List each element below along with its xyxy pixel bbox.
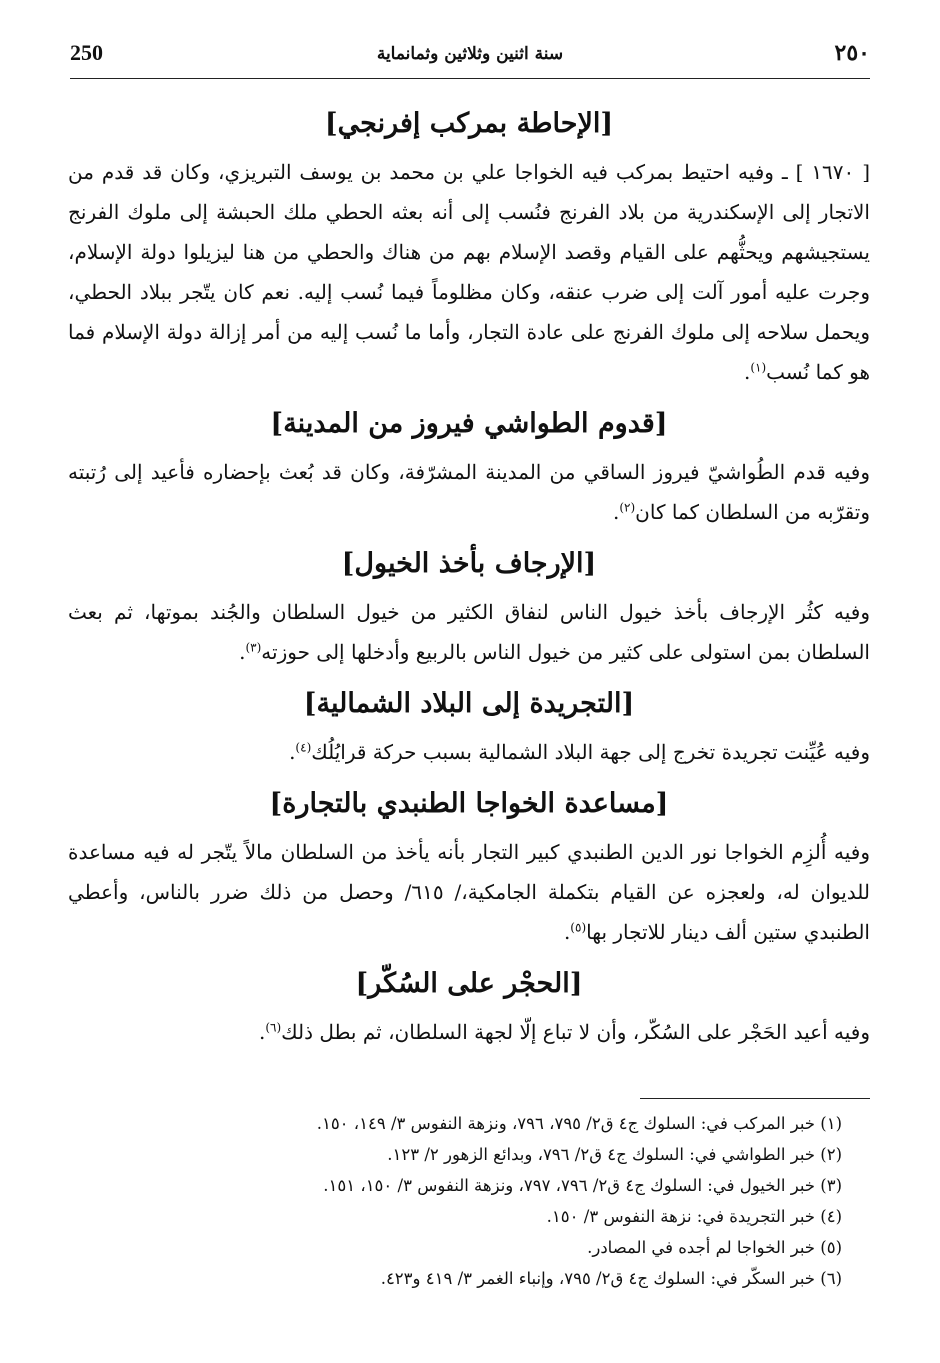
footnote-item: (٣) خبر الخيول في: السلوك ج٤ ق٢/ ٧٩٦، ٧٩٧، ونزهة النفوس ٣/ ١٥٠، ١٥١. xyxy=(323,1176,842,1195)
section-title: [مساعدة الخواجا الطنبدي بالتجارة] xyxy=(269,788,669,819)
footnote-ref: (١) xyxy=(750,360,767,375)
footnote-divider xyxy=(640,1098,870,1099)
footnote-item: (١) خبر المركب في: السلوك ج٤ ق٢/ ٧٩٥، ٧٩٦، ونزهة النفوس ٣/ ١٤٩، ١٥٠. xyxy=(316,1114,842,1133)
page-number-arabic: ٢٥٠ xyxy=(834,40,870,66)
footnote-item: (٦) خبر السكّر في: السلوك ج٤ ق٢/ ٧٩٥، وإنباء الغمر ٣/ ٤١٩ و٤٢٣. xyxy=(380,1269,842,1288)
paragraph-text: [ ١٦٧٠ ] ـ وفيه احتيط بمركب فيه الخواجا علي بن محمد بن يوسف التبريزي، وكان قد قدم من الاتجار إلى الإسكندرية من بلاد الفرنج فنُسب إلى أنه بعثه الحطي ملك الحبشة إلى ملوك الفرنج يستجيشهم ويحثُّهم على القيام وقصد الإسلام بهم من هناك والحطي من هنا ليزيلوا دولة الإسلام، وجرت عليه أمور آلت إلى ضرب عنقه، وكان مظلوماً فيما نُسب إليه. نعم كان يتّجر ببلاد الحطي، ويحمل سلاحه إلى ملوك الفرنج على عادة التجار، وأما ما نُسب إليه من أمر إزالة دولة الإسلام فما هو كما نُسب xyxy=(68,160,870,384)
section-title: [الإرجاف بأخذ الخيول] xyxy=(341,548,597,579)
paragraph-text: وفيه كثُر الإرجاف بأخذ خيول الناس لنفاق الكثير من خيول السلطان والجُند بموتها، ثم بعث السلطان بمن استولى على كثير من خيول الناس بالربيع وأدخلها إلى حوزته xyxy=(68,600,870,664)
section-paragraph: وفيه عُيِّنت تجريدة تخرج إلى جهة البلاد الشمالية بسبب حركة قرايُلُك$^{(٤)}$. xyxy=(289,740,870,764)
page-number-latin: 250 xyxy=(70,40,103,65)
section-paragraph: وفيه أعيد الحَجْر على السُكّر، وأن لا تباع إلّا لجهة السلطان، ثم بطل ذلك$^{(٦)}$. xyxy=(258,1020,870,1044)
section-title: [الإحاطة بمركب إفرنجي] xyxy=(324,108,614,139)
footnote-ref: (٢) xyxy=(619,500,636,515)
footnote-ref: (٣) xyxy=(245,640,262,655)
main-text xyxy=(68,96,870,1056)
section-paragraph: وفيه كثُر الإرجاف بأخذ خيول الناس لنفاق الكثير من خيول السلطان والجُند بموتها، ثم بعث السلطان بمن استولى على كثير من خيول الناس بالربيع وأدخلها إلى حوزته$^{(٣)}$. xyxy=(68,600,870,664)
running-header xyxy=(70,38,870,79)
paragraph-text: وفيه أعيد الحَجْر على السُكّر، وأن لا تباع إلّا لجهة السلطان، ثم بطل ذلك xyxy=(281,1020,870,1044)
footnote-ref: (٦) xyxy=(265,1020,282,1035)
footnotes xyxy=(70,1108,842,1294)
footnote-ref: (٤) xyxy=(295,740,312,755)
section-paragraph: وفيه قدم الطُواشيّ فيروز الساقي من المدينة المشرّفة، وكان قد بُعث بإحضاره فأعيد إلى رُتبته وتقرّبه من السلطان كما كان$^{(٢)}$. xyxy=(68,460,870,524)
section-paragraph: وفيه أُلزِم الخواجا نور الدين الطنبدي كبير التجار بأنه يأخذ من السلطان مالاً يتّجر له فيه مساعدة للديوان له، ولعجزه عن القيام بتكملة الجامكية،/ ٦١٥/ وحصل من ذلك ضرر بالناس، وأعطي الطنبدي ستين ألف دينار للاتجار بها$^{(٥)}$. xyxy=(68,840,870,944)
paragraph-text: وفيه أُلزِم الخواجا نور الدين الطنبدي كبير التجار بأنه يأخذ من السلطان مالاً يتّجر له فيه مساعدة للديوان له، ولعجزه عن القيام بتكملة الجامكية،/ ٦١٥/ وحصل من ذلك ضرر بالناس، وأعطي الطنبدي ستين ألف دينار للاتجار بها xyxy=(68,840,870,944)
footnote-ref: (٥) xyxy=(570,920,587,935)
section-title: [الحجْر على السُكّر] xyxy=(355,968,583,999)
running-title: سنة اثنين وثلاثين وثمانماية xyxy=(376,44,564,64)
footnote-item: (٥) خبر الخواجا لم أجده في المصادر. xyxy=(587,1238,842,1257)
paragraph-text: وفيه عُيِّنت تجريدة تخرج إلى جهة البلاد الشمالية بسبب حركة قرايُلُك xyxy=(311,740,870,764)
paragraph-text: وفيه قدم الطُواشيّ فيروز الساقي من المدينة المشرّفة، وكان قد بُعث بإحضاره فأعيد إلى رُتبته وتقرّبه من السلطان كما كان xyxy=(68,460,870,524)
section-paragraph: [ ١٦٧٠ ] ـ وفيه احتيط بمركب فيه الخواجا علي بن محمد بن يوسف التبريزي، وكان قد قدم من الاتجار إلى الإسكندرية من بلاد الفرنج فنُسب إلى أنه بعثه الحطي ملك الحبشة إلى ملوك الفرنج يستجيشهم ويحثُّهم على القيام وقصد الإسلام بهم من هناك والحطي من هنا ليزيلوا دولة الإسلام، وجرت عليه أمور آلت إلى ضرب عنقه، وكان مظلوماً فيما نُسب إليه. نعم كان يتّجر ببلاد الحطي، ويحمل سلاحه إلى ملوك الفرنج على عادة التجار، وأما ما نُسب إليه من أمر إزالة دولة الإسلام فما هو كما نُسب$^{(١)}$. xyxy=(68,160,870,384)
section-title: [قدوم الطواشي فيروز من المدينة] xyxy=(270,408,668,439)
section-title: [التجريدة إلى البلاد الشمالية] xyxy=(303,688,635,719)
footnote-item: (٤) خبر التجريدة في: نزهة النفوس ٣/ ١٥٠. xyxy=(546,1207,842,1226)
footnote-item: (٢) خبر الطواشي في: السلوك ج٤ ق٢/ ٧٩٦، وبدائع الزهور ٢/ ١٢٣. xyxy=(387,1145,842,1164)
